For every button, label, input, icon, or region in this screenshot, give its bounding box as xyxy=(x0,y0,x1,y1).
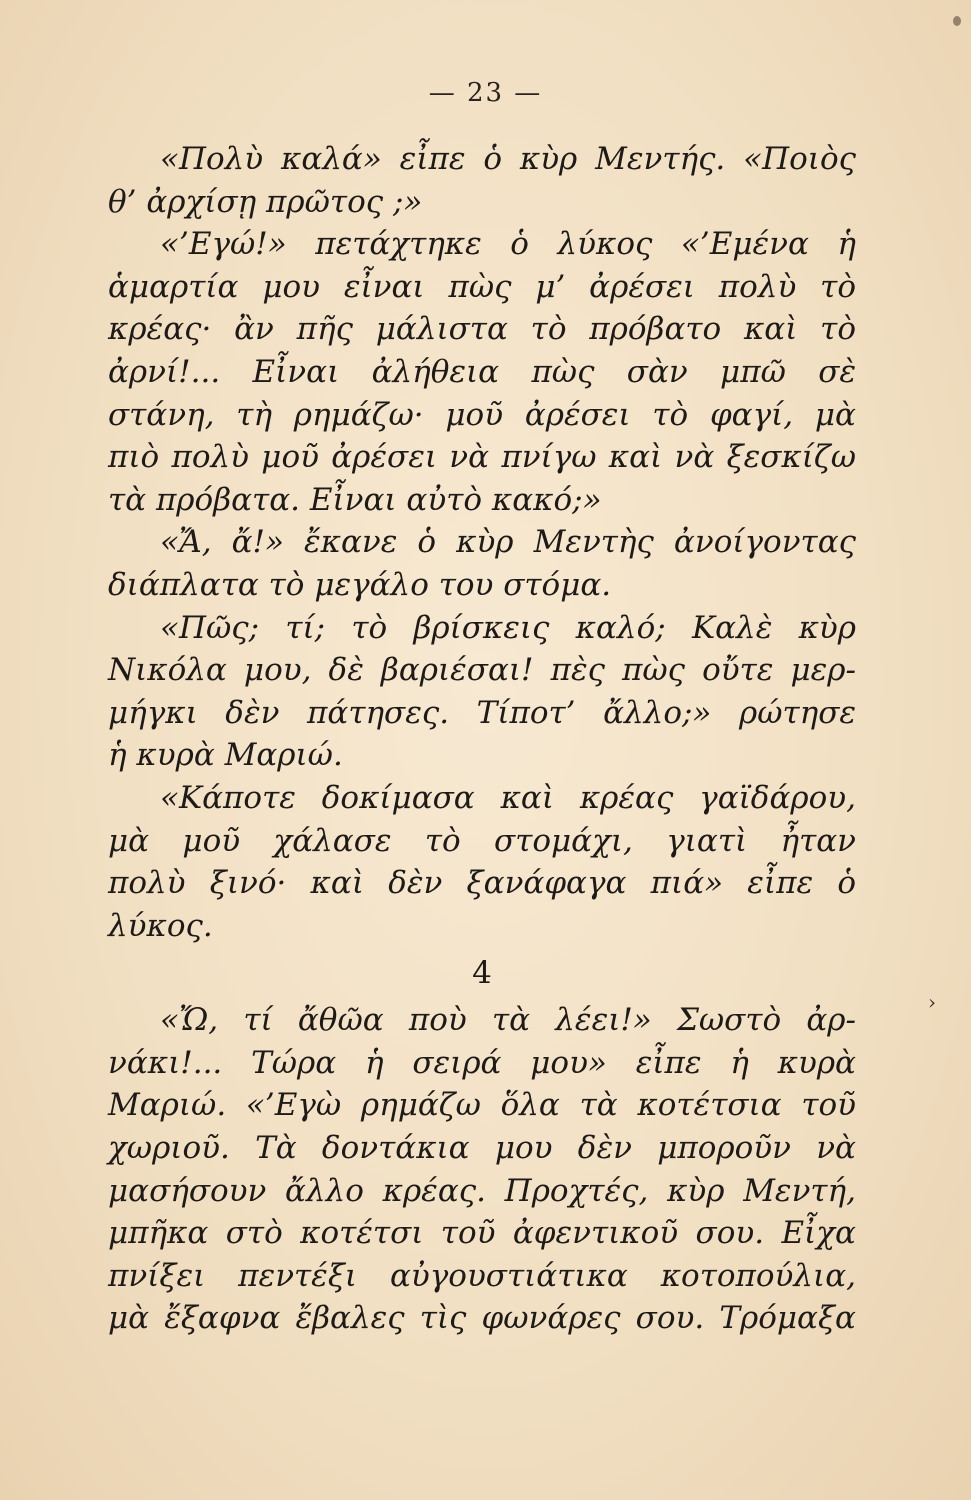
text-line: «Ὤ, τί ἄθῶα ποὺ τὰ λέει!» Σωστὸ ἀρ- xyxy=(160,1002,856,1039)
text-line: λύκος. xyxy=(108,907,213,944)
text-line: πνίξει πεντέξι αὐγουστιάτικα κοτοπούλια, xyxy=(108,1257,856,1294)
text-line: στάνη, τὴ ρημάζω· μοῦ ἀρέσει τὸ φαγί, μὰ xyxy=(108,396,856,433)
margin-mark: › xyxy=(928,990,936,1014)
text-line: μήγκι δὲν πάτησες. Τίποτ’ ἄλλο;» ρώτησε xyxy=(108,694,856,731)
text-line: μὰ ἔξαφνα ἔβαλες τὶς φωνάρες σου. Τρόμαξα xyxy=(108,1300,856,1337)
text-line: ἀρνί!... Εἶναι ἀλήθεια πὼς σὰν μπῶ σὲ xyxy=(108,353,856,390)
text-line: πιὸ πολὺ μοῦ ἀρέσει νὰ πνίγω καὶ νὰ ξεσκίζω xyxy=(108,439,856,476)
text-line: Μαριώ. «’Εγὼ ρημάζω ὅλα τὰ κοτέτσια τοῦ xyxy=(108,1087,856,1124)
text-line: «Κάποτε δοκίμασα καὶ κρέας γαϊδάρου, xyxy=(160,779,856,816)
text-line: νάκι!... Τώρα ἡ σειρά μου» εἶπε ἡ κυρὰ xyxy=(108,1044,856,1081)
text-line: «Πολὺ καλά» εἶπε ὁ κὺρ Μεντής. «Ποιὸς xyxy=(160,141,856,177)
text-line: κρέας· ἂν πῆς μάλιστα τὸ πρόβατο καὶ τὸ xyxy=(108,311,856,348)
text-line: διάπλατα τὸ μεγάλο του στόμα. xyxy=(108,566,612,603)
text-line: τὰ πρόβατα. Εἶναι αὐτὸ κακό;» xyxy=(108,481,602,518)
text-line: πολὺ ξινό· καὶ δὲν ξανάφαγα πιά» εἶπε ὁ xyxy=(108,865,856,902)
text-line: μασήσουν ἄλλο κρέας. Προχτές, κὺρ Μεντή, xyxy=(108,1172,856,1209)
text-section-before xyxy=(108,138,856,947)
body-text xyxy=(108,138,856,1340)
text-section-after xyxy=(108,999,856,1340)
text-line: μὰ μοῦ χάλασε τὸ στομάχι, γιατὶ ἦταν xyxy=(108,822,856,859)
text-line: Νικόλα μου, δὲ βαριέσαι! πὲς πὼς οὔτε μερ- xyxy=(108,652,856,689)
text-line: μπῆκα στὸ κοτέτσι τοῦ ἀφεντικοῦ σου. Εἶχα xyxy=(108,1215,856,1252)
text-line: θ’ ἀρχίσῃ πρῶτος ;» xyxy=(108,183,423,220)
text-line: «Ἄ, ἄ!» ἔκανε ὁ κὺρ Μεντὴς ἀνοίγοντας xyxy=(160,524,856,561)
text-line: χωριοῦ. Τὰ δοντάκια μου δὲν μποροῦν νὰ xyxy=(108,1130,856,1167)
text-line: «’Εγώ!» πετάχτηκε ὁ λύκος «’Εμένα ἡ xyxy=(160,226,856,263)
ink-speck xyxy=(953,16,961,26)
text-line: ἡ κυρὰ Μαριώ. xyxy=(108,737,343,774)
page-number: — 23 — xyxy=(428,78,543,108)
section-number: 4 xyxy=(472,955,492,992)
text-line: «Πῶς; τί; τὸ βρίσκεις καλό; Καλὲ κὺρ xyxy=(160,609,856,646)
text-line: ἁμαρτία μου εἶναι πὼς μ’ ἀρέσει πολὺ τὸ xyxy=(108,268,856,305)
